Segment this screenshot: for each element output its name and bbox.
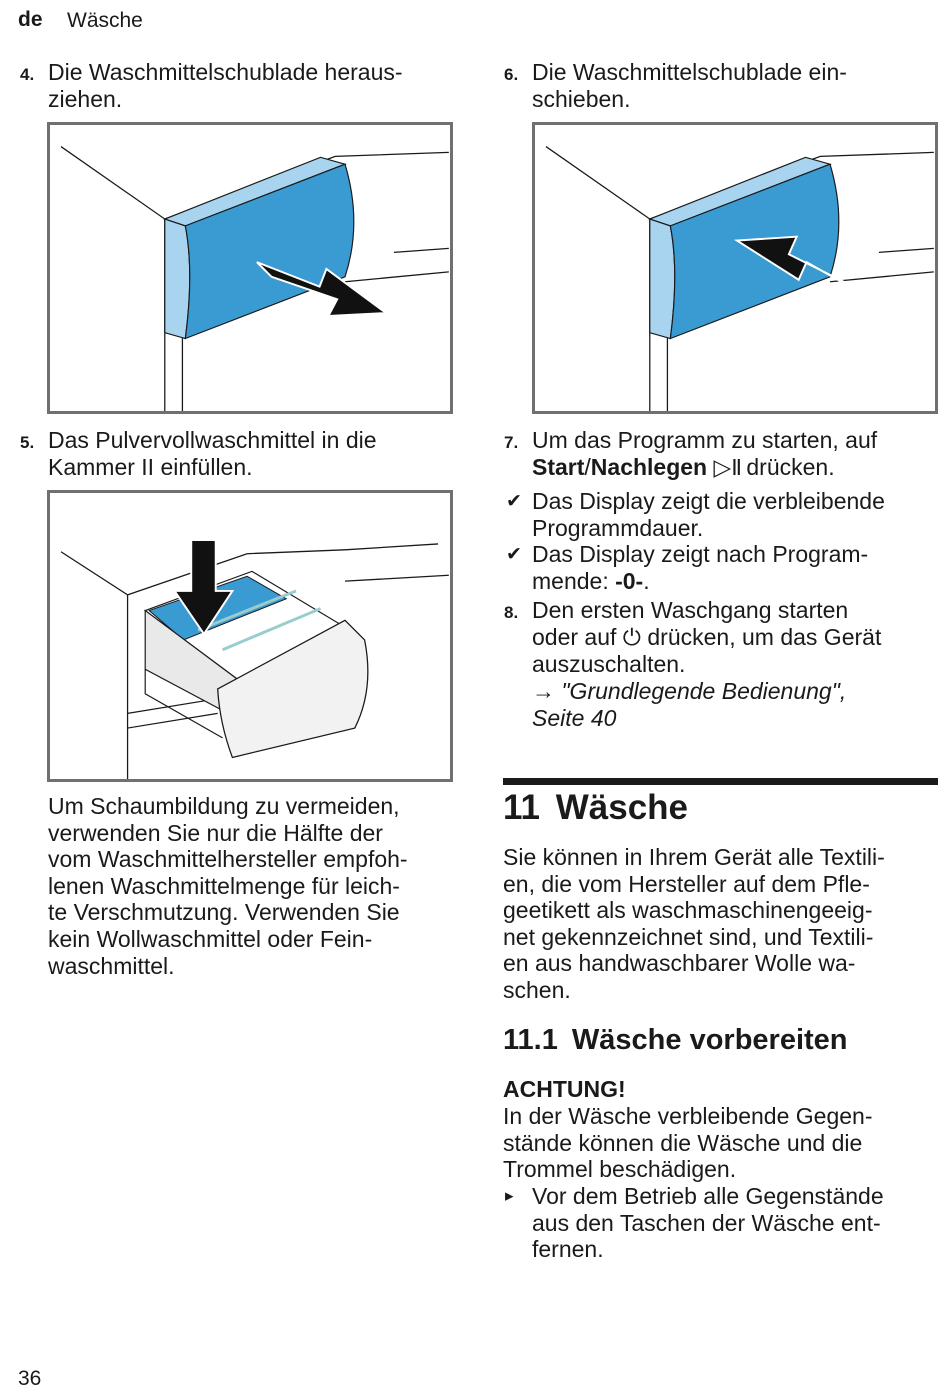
intro-line: Sie können in Ihrem Gerät alle Textili- xyxy=(503,844,885,870)
check-icon: ✔ xyxy=(506,491,522,512)
note-line: Um Schaumbildung zu vermeiden, xyxy=(48,793,400,819)
step-text-line: Die Waschmittelschublade heraus- xyxy=(48,59,403,85)
page-number: 36 xyxy=(18,1367,42,1390)
step-text-line: Den ersten Waschgang starten xyxy=(532,597,849,623)
step-number: 6. xyxy=(504,65,519,84)
section-heading xyxy=(503,1024,848,1057)
warning-line: In der Wäsche verbleibende Gegen- xyxy=(503,1103,873,1129)
step-6 xyxy=(504,59,847,113)
warning-label: ACHTUNG! xyxy=(503,1076,626,1102)
step-text-line: schieben. xyxy=(532,86,631,112)
action-line: fernen. xyxy=(532,1236,604,1263)
note-line: waschmittel. xyxy=(48,952,175,979)
step-text-line: Um das Programm zu starten, auf xyxy=(532,427,878,453)
action-line: Vor dem Betrieb alle Gegenstände xyxy=(532,1183,884,1209)
chapter-title: Wäsche xyxy=(555,788,689,827)
intro-line: en, die vom Hersteller auf dem Pfle- xyxy=(503,870,870,897)
warning-line: Trommel beschädigen. xyxy=(503,1156,737,1183)
start-pause-icon: ▷II xyxy=(713,454,740,480)
result-text-line: Das Display zeigt die verbleibende xyxy=(532,488,885,514)
chapter-number: 11 xyxy=(503,788,540,827)
step-text-line: ziehen. xyxy=(48,86,123,112)
intro-line: en aus handwaschbarer Wolle wa- xyxy=(503,950,856,977)
step-text: drücken, um das Gerät xyxy=(641,624,882,650)
chapter-heading xyxy=(503,788,688,828)
intro-line: schen. xyxy=(503,976,571,1003)
step-text-end: drücken. xyxy=(740,454,835,480)
note-line: vom Waschmittelhersteller empfoh- xyxy=(48,846,408,873)
result-1 xyxy=(506,488,885,542)
step-number: 8. xyxy=(504,603,519,622)
check-icon: ✔ xyxy=(506,544,522,565)
warning-line: stände können die Wäsche und die xyxy=(503,1129,863,1156)
figure-fill-detergent xyxy=(47,490,453,782)
section-number: 11.1 xyxy=(503,1024,558,1056)
action-line: aus den Taschen der Wäsche ent- xyxy=(532,1209,881,1236)
intro-line: net gekennzeichnet sind, und Textili- xyxy=(503,923,874,950)
arrow-icon: → xyxy=(532,678,555,704)
step-text-line: Die Waschmittelschublade ein- xyxy=(532,59,847,85)
bullet-icon: ▸ xyxy=(505,1186,514,1205)
step-4 xyxy=(20,59,403,113)
step-8 xyxy=(504,597,882,732)
step-7 xyxy=(504,427,878,481)
result-text: . xyxy=(643,568,650,594)
step-text-line: Kammer II einfüllen. xyxy=(48,454,253,480)
cross-reference-link[interactable]: "Grundlegende Bedienung", xyxy=(561,678,847,704)
result-text: mende: xyxy=(532,568,616,594)
warning-text xyxy=(503,1103,873,1183)
step-5 xyxy=(20,427,377,481)
figure-push-in-drawer xyxy=(532,122,938,414)
step-number: 5. xyxy=(20,433,35,452)
note-line: te Verschmutzung. Verwenden Sie xyxy=(48,899,400,926)
intro-line: geetikett als waschmaschinengeeig- xyxy=(503,897,873,924)
note-line: kein Wollwaschmittel oder Fein- xyxy=(48,925,373,952)
result-text-line: Programmdauer. xyxy=(532,515,704,541)
step-text: oder auf xyxy=(532,624,623,650)
header-language: de xyxy=(18,8,43,31)
header-section-title: Wäsche xyxy=(67,9,143,32)
section-title: Wäsche vorbereiten xyxy=(571,1024,848,1056)
slash: / xyxy=(584,454,591,480)
result-2 xyxy=(506,541,869,595)
chapter-rule xyxy=(503,778,938,785)
note-line: lenen Waschmittelmenge für leich- xyxy=(48,872,400,899)
step-text-line: Das Pulvervollwaschmittel in die xyxy=(48,427,377,453)
action-item xyxy=(505,1183,884,1263)
start-label: Start xyxy=(532,454,585,480)
step-text-line: auszuschalten. xyxy=(532,651,686,677)
display-value: -0- xyxy=(615,568,644,594)
nachlegen-label: Nachlegen xyxy=(590,454,708,480)
figure-pull-out-drawer xyxy=(47,122,453,414)
note-line: verwenden Sie nur die Hälfte der xyxy=(48,819,383,846)
cross-reference-page[interactable]: Seite 40 xyxy=(532,705,617,731)
power-icon: ⏻ xyxy=(622,624,641,650)
step-number: 7. xyxy=(504,433,519,452)
chapter-intro xyxy=(503,844,885,1004)
result-text-line: Das Display zeigt nach Program- xyxy=(532,541,869,567)
detergent-note xyxy=(48,793,408,979)
step-number: 4. xyxy=(20,65,35,84)
